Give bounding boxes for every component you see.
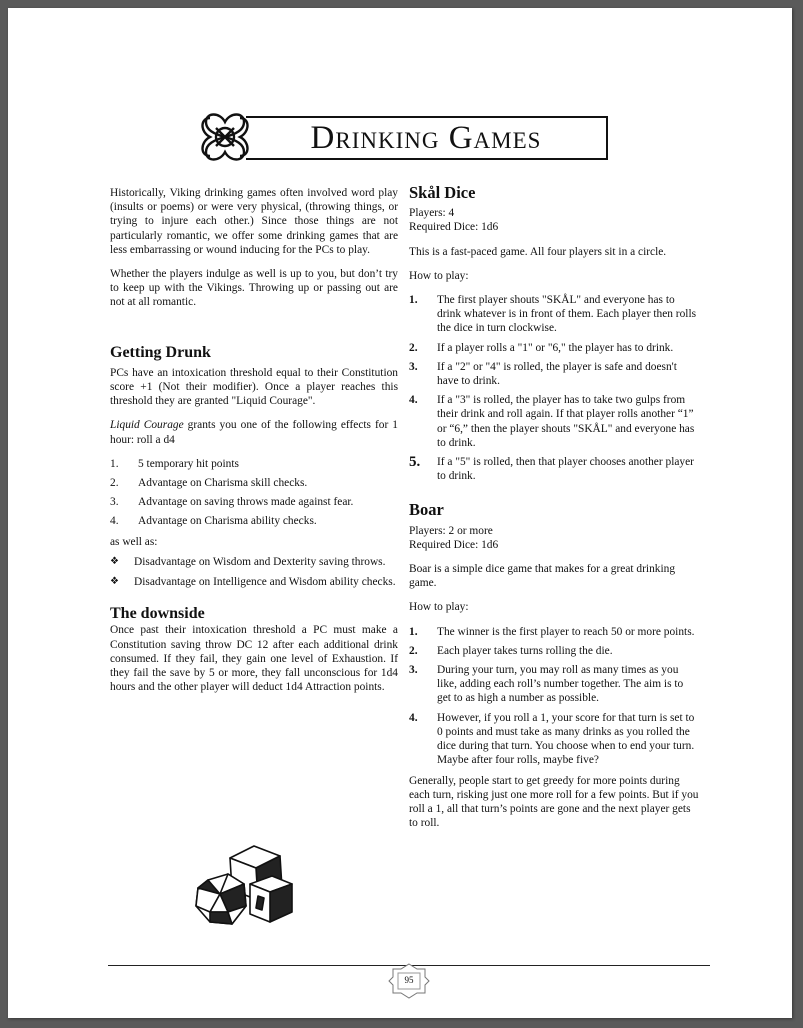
list-item bbox=[409, 360, 699, 388]
diamond-bullet-icon: ❖ bbox=[110, 576, 119, 588]
liquid-courage-term: Liquid Courage bbox=[110, 419, 184, 432]
right-column bbox=[409, 183, 699, 840]
dice-illustration bbox=[188, 840, 308, 930]
list-number: 1. bbox=[409, 294, 418, 307]
skal-meta bbox=[409, 206, 699, 234]
list-item bbox=[409, 393, 699, 450]
intro-paragraph-2: Whether the players indulge as well is up to you, but don’t try to keep up with the Vikings. Throwing up or passing out are not at all romantic. bbox=[110, 268, 398, 309]
skal-howto: How to play: bbox=[409, 269, 469, 282]
list-number: 2. bbox=[110, 477, 119, 490]
list-item bbox=[409, 625, 699, 639]
list-item bbox=[110, 495, 398, 509]
boar-steps-list bbox=[409, 625, 699, 768]
boar-players: Players: 2 or more bbox=[409, 524, 493, 537]
downside-heading: The downside bbox=[110, 605, 205, 623]
list-number: 2. bbox=[409, 644, 418, 657]
list-item bbox=[110, 457, 398, 471]
liquid-courage-paragraph bbox=[110, 418, 398, 446]
boar-description: Boar is a simple dice game that makes for a great drinking game. bbox=[409, 563, 676, 590]
list-item bbox=[110, 555, 398, 569]
list-text: 5 temporary hit points bbox=[138, 457, 239, 470]
list-number: 3. bbox=[409, 360, 418, 373]
liquid-courage-text: grants you one of the following effects for 1 hour: roll a d4 bbox=[110, 419, 398, 446]
list-number: 2. bbox=[409, 341, 418, 354]
boar-required-dice: Required Dice: 1d6 bbox=[409, 538, 499, 551]
list-text: Disadvantage on Wisdom and Dexterity saving throws. bbox=[134, 555, 386, 568]
list-item bbox=[409, 293, 699, 336]
list-number: 1. bbox=[409, 625, 418, 638]
page-number: 95 bbox=[404, 975, 414, 985]
skal-dice-heading: Skål Dice bbox=[409, 183, 476, 202]
diamond-bullet-icon: ❖ bbox=[110, 555, 119, 567]
list-text: During your turn, you may roll as many times as you like, adding each roll’s number together. The aim is to get to as high a number as possible. bbox=[437, 664, 684, 705]
list-item bbox=[110, 575, 398, 589]
list-item bbox=[110, 514, 398, 528]
boar-heading: Boar bbox=[409, 500, 444, 520]
title-banner bbox=[196, 108, 614, 166]
list-number: 4. bbox=[409, 394, 418, 407]
list-number: 3. bbox=[409, 664, 418, 677]
document-page bbox=[8, 8, 792, 1018]
list-text: Advantage on Charisma ability checks. bbox=[138, 515, 317, 528]
list-text: If a "5" is rolled, then that player chooses another player to drink. bbox=[437, 456, 694, 483]
skal-required-dice: Required Dice: 1d6 bbox=[409, 221, 499, 234]
as-well-as-text: as well as: bbox=[110, 535, 158, 548]
list-text: If a "3" is rolled, the player has to take two gulps from their drink and roll again. If that player rolls another “1” or “6,” then the player shouts "SKÅL" and everyone has to drink. bbox=[437, 394, 695, 449]
list-number: 3. bbox=[110, 496, 119, 509]
boar-howto: How to play: bbox=[409, 601, 469, 614]
list-item bbox=[409, 644, 699, 658]
list-text: However, if you roll a 1, your score for that turn is set to 0 points and must take as many drinks as you rolled the dice during that turn. You choose when to end your turn. Maybe after four rolls, maybe five? bbox=[437, 711, 695, 767]
list-text: The first player shouts "SKÅL" and everyone has to drink whatever is in front of them. Each player then rolls the dice in turn clockwise. bbox=[437, 294, 697, 335]
downside-paragraph: Once past their intoxication threshold a PC must make a Constitution saving throw DC 12 after each additional drink consumed. If they fail, they gain one level of Exhaustion. If they fail the save by 5 or more, they fall unconscious for 1d4 hours and the other player will deduct 1d4 Attraction points. bbox=[110, 624, 398, 694]
list-text: Disadvantage on Intelligence and Wisdom ability checks. bbox=[134, 576, 396, 589]
list-item bbox=[409, 341, 699, 355]
list-item bbox=[409, 711, 699, 768]
skal-players: Players: 4 bbox=[409, 207, 455, 220]
title-frame bbox=[246, 116, 608, 160]
page-title: Drinking Games bbox=[310, 119, 542, 156]
skal-steps-list bbox=[409, 293, 699, 483]
list-item bbox=[409, 663, 699, 706]
list-text: The winner is the first player to reach 50 or more points. bbox=[437, 625, 695, 638]
boar-outro: Generally, people start to get greedy for more points during each turn, risking just one more roll for a few points. But if you roll a 1, all that turn’s points are gone and the next player gets to roll. bbox=[409, 774, 699, 830]
list-text: If a player rolls a "1" or "6," the player has to drink. bbox=[437, 341, 674, 354]
list-number: 5. bbox=[409, 454, 421, 471]
boar-meta bbox=[409, 524, 699, 552]
list-text: Advantage on saving throws made against fear. bbox=[138, 496, 354, 509]
getting-drunk-paragraph: PCs have an intoxication threshold equal to their Constitution score +1 (Not their modifier). Once a player reaches this threshold they are granted "Liquid Courage". bbox=[110, 366, 398, 408]
list-number: 1. bbox=[110, 457, 119, 470]
list-text: Each player takes turns rolling the die. bbox=[437, 644, 613, 657]
list-number: 4. bbox=[110, 515, 119, 528]
list-number: 4. bbox=[409, 711, 418, 724]
intro-paragraph-1: Historically, Viking drinking games often involved word play (insults or poems) or were very physical, (throwing things, or trying to injure each other.) Since those things are not particularly romantic, we offer some drinking games that are less embarrassing or wound inducing for the PCs to play. bbox=[110, 187, 398, 256]
effects-list bbox=[110, 457, 398, 529]
list-item bbox=[409, 455, 699, 483]
page-number-frame bbox=[388, 963, 430, 999]
list-text: If a "2" or "4" is rolled, the player is safe and doesn't have to drink. bbox=[437, 360, 677, 388]
getting-drunk-heading: Getting Drunk bbox=[110, 343, 211, 361]
list-text: Advantage on Charisma skill checks. bbox=[138, 477, 308, 490]
list-item bbox=[110, 476, 398, 490]
skal-description: This is a fast-paced game. All four players sit in a circle. bbox=[409, 245, 667, 258]
left-column bbox=[110, 186, 398, 704]
drawbacks-list bbox=[110, 555, 398, 589]
